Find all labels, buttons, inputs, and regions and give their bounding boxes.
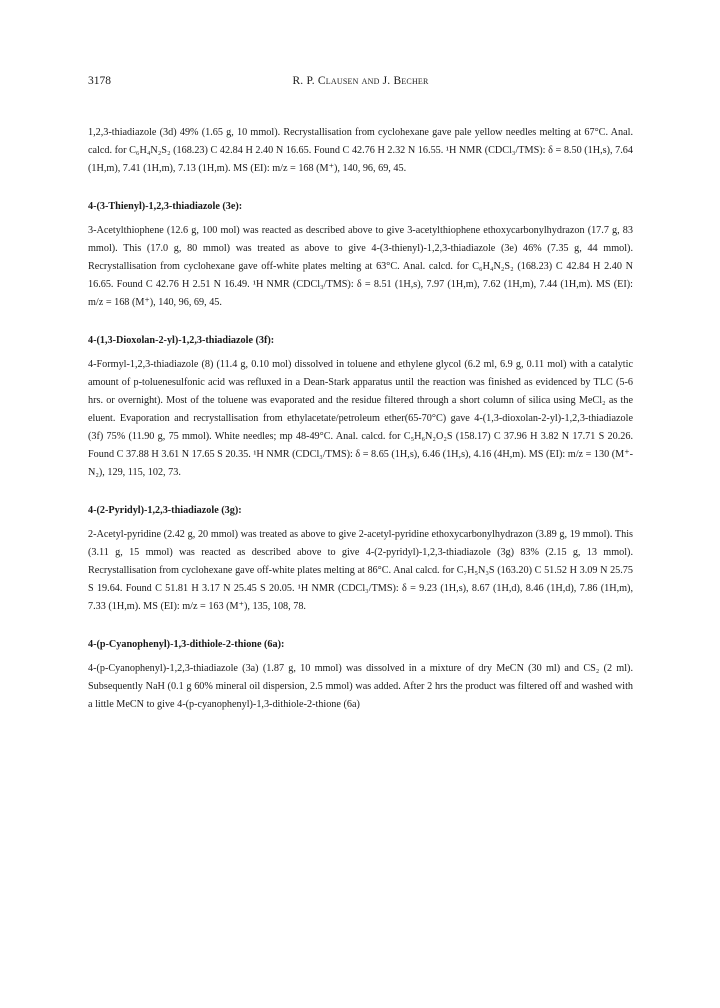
running-head: R. P. Clausen and J. Becher [292, 75, 429, 87]
section-paragraph: 2-Acetyl-pyridine (2.42 g, 20 mmol) was treated as above to give 2-acetyl-pyridine ethoxycarbonylhydrazon (3.89 g, 19 mmol). This (3.11 g, 15 mmol) was reacted as described above to give 4-(2-pyridyl)-1,2,3-thiadiazole (3g) 83% (2.15 g, 13 mmol). Recrystallisation from cyclohexane gave off-white plates melting at 86°C. Anal calcd. for C₇H₅N₃S (163.20) C 51.52 H 3.09 N 25.75 S 19.64. Found C 51.81 H 3.17 N 25.45 S 20.05. ¹H NMR (CDCl₃/TMS): δ = 9.23 (1H,s), 8.67 (1H,d), 8.46 (1H,d), 7.86 (1H,m), 7.33 (1H,m). MS (EI): m/z = 163 (M⁺), 135, 108, 78. [88, 529, 633, 612]
section-6a [88, 636, 633, 714]
section-heading: 4-(3-Thienyl)-1,2,3-thiadiazole (3e): [88, 201, 243, 212]
article-body [88, 124, 633, 714]
section-3e [88, 198, 633, 312]
section-heading: 4-(p-Cyanophenyl)-1,3-dithiole-2-thione (6a): [88, 639, 285, 650]
section-paragraph: 4-Formyl-1,2,3-thiadiazole (8) (11.4 g, 0.10 mol) dissolved in toluene and ethylene glycol (6.2 ml, 6.9 g, 0.11 mol) with a catalytic amount of p-toluenesulfonic acid was refluxed in a Dean-Stark apparatus until the reaction was finished as evidenced by TLC (5-6 hrs. or overnight). Most of the toluene was evaporated and the residue filtered through a short column of silica using MeCl₂ as the eluent. Evaporation and recrystallisation from ethylacetate/petroleum ether(65-70°C) gave 4-(1,3-dioxolan-2-yl)-1,2,3-thiadiazole (3f) 75% (11.90 g, 75 mmol). White needles; mp 48-49°C. Anal. calcd. for C₅H₆N₂O₂S (158.17) C 37.96 H 3.82 N 17.71 S 20.26. Found C 37.88 H 3.61 N 17.65 S 20.35. ¹H NMR (CDCl₃/TMS): δ = 8.65 (1H,s), 6.46 (1H,s), 4.16 (4H,m). MS (EI): m/z = 130 (M⁺-N₂), 129, 115, 102, 73. [88, 359, 633, 478]
continuation-paragraph: 1,2,3-thiadiazole (3d) 49% (1.65 g, 10 mmol). Recrystallisation from cyclohexane gave pale yellow needles melting at 67°C. Anal. calcd. for C₆H₄N₂S₂ (168.23) C 42.84 H 2.40 N 16.65. Found C 42.76 H 2.32 N 16.55. ¹H NMR (CDCl₃/TMS): δ = 8.50 (1H,s), 7.64 (1H,m), 7.41 (1H,m), 7.13 (1H,m). MS (EI): m/z = 168 (M⁺), 140, 96, 69, 45. [88, 127, 633, 174]
page-header [88, 75, 633, 91]
section-paragraph: 3-Acetylthiophene (12.6 g, 100 mol) was reacted as described above to give 3-acetylthiophene ethoxycarbonylhydrazon (17.7 g, 83 mmol). This (17.0 g, 80 mmol) was treated as above to give 4-(3-thienyl)-1,2,3-thiadiazole (3e) 46% (7.35 g, 44 mmol). Recrystallisation from cyclohexane gave off-white plates melting at 63°C. Anal. calcd. for C₆H₄N₂S₂ (168.23) C 42.84 H 2.40 N 16.65. Found C 42.76 H 2.51 N 16.49. ¹H NMR (CDCl₃/TMS): δ = 8.51 (1H,s), 7.97 (1H,m), 7.62 (1H,m), 7.44 (1H,m). MS (EI): m/z = 168 (M⁺), 140, 96, 69, 45. [88, 225, 633, 308]
section-heading: 4-(1,3-Dioxolan-2-yl)-1,2,3-thiadiazole (3f): [88, 335, 275, 346]
page-number: 3178 [88, 75, 111, 87]
section-3f [88, 332, 633, 482]
section-heading: 4-(2-Pyridyl)-1,2,3-thiadiazole (3g): [88, 505, 242, 516]
section-paragraph: 4-(p-Cyanophenyl)-1,2,3-thiadiazole (3a) (1.87 g, 10 mmol) was dissolved in a mixture of dry MeCN (30 ml) and CS₂ (2 ml). Subsequently NaH (0.1 g 60% mineral oil dispersion, 2.5 mmol) was added. After 2 hrs the product was filtered off and washed with a little MeCN to give 4-(p-cyanophenyl)-1,3-dithiole-2-thione (6a) [88, 663, 633, 710]
section-3g [88, 502, 633, 616]
